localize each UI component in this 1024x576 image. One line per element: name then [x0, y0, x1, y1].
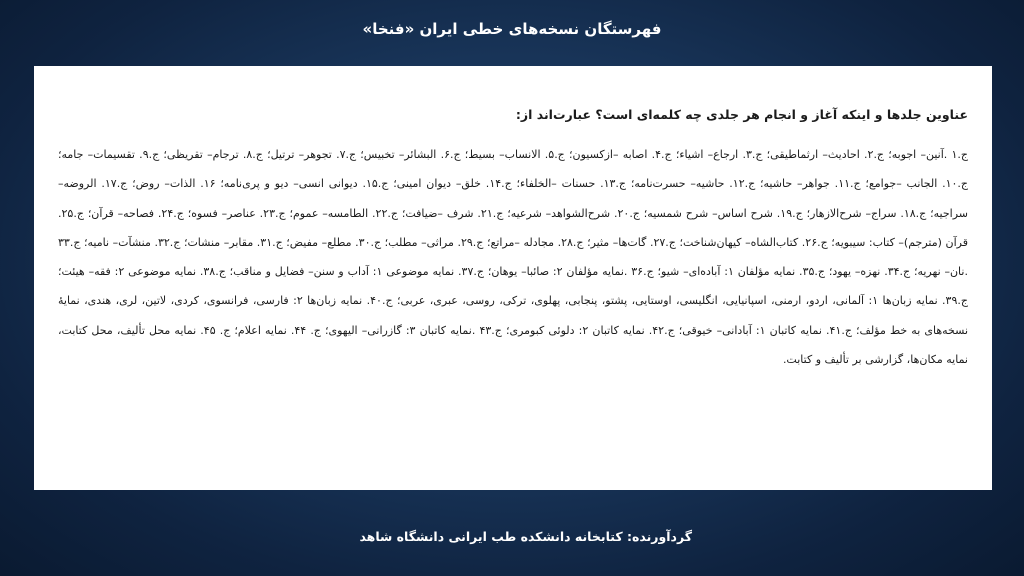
question-heading: عناوین جلدها و اینکه آغاز و انجام هر جلدی چه کلمه‌ای است؟ عبارت‌اند از: [515, 107, 968, 122]
content-panel [34, 66, 992, 490]
slide-title: فهرستگان نسخه‌های خطی ایران «فنخا» [362, 20, 662, 38]
volume-list-paragraph: ج.۱ .آنین– اجوبه؛ ج.۲. احادیث– ارثماطیقی؛ ج.۳. ارجاع– اشیاء؛ ج.۴. اصابه –ازکسیون؛ ج.۵. الانساب– بسیط؛ ج.۶. البشائر– تخبیس؛ ج.۷. تجوهر– ترتیل؛ ج.۸. ترجام– تقریظی؛ ج.۹. تقسیمات– جامه؛ ج.۱۰. الجانب –جوامع؛ ج.۱۱. جواهر– حاشیه؛ ج.۱۲. حاشیه– حسرت‌نامه؛ ج.۱۳. حسنات –الخلفاء؛ ج.۱۴. خلق– دیوان امینی؛ ج.۱۵. دیوانی انسی– دیو و پری‌نامه؛ ۱۶. الذات– روض؛ ج.۱۷. الروضه– سراجیه؛ ج.۱۸. سراج– شرح‌الازهار؛ ج.۱۹. شرح اساس– شرح شمسیه؛ ج.۲۰. شرح‌الشواهد– شرعیه؛ ج.۲۱. شرف –ضیافت؛ ج.۲۲. الطامسه– عموم؛ ج.۲۳. عناصر– فسوه؛ ج.۲۴. فصاحه– قرآن؛ ج.۲۵. قرآن (مترجم)– کتاب: سیبویه؛ ج.۲۶. کتاب‌الشاه– کیهان‌شناخت؛ ج.۲۷. گات‌ها– مثیر؛ ج.۲۸. مجادله –مراتع؛ ج.۲۹. مراثی– مطلب؛ ج.۳۰. مطلع– مفیض؛ ج.۳۱. مقابر– منشات؛ ج.۳۲. منشآت– نامیه؛ ج.۳۳ .نان– نهریه؛ ج.۳۴. نهزه– یهود؛ ج.۳۵. نمایه مؤلفان ۱: آباده‌ای– شیو؛ ج.۳۶ .نمایه مؤلفان ۲: صائبا– یوهان؛ ج.۳۷. نمایه موضوعی ۱: آداب و سنن– فضایل و مناقب؛ ج.۳۸. نمایه موضوعی ۲: فقه– هیئت؛ ج.۳۹. نمایه زبان‌ها ۱: آلمانی، اردو، ارمنی، اسپانیایی، انگلیسی، اوستایی، پشتو، پنجابی، پهلوی، ترکی، روسی، عبری، عربی؛ ج.۴۰. نمایه زبان‌ها ۲: فارسی، فرانسوی، کردی، لاتین، لری، هندی، نمایهٔ نسخه‌های به خط مؤلف؛ ج.۴۱. نمایه کاتبان ۱: آبادانی– خیوقی؛ ج.۴۲. نمایه کاتبان ۲: دلوئی کبومری؛ ج.۴۳ .نمایه کاتبان ۳: گازرانی– الیهوی؛ ج. ۴۴. نمایه اعلام؛ ج. ۴۵. نمایه محل تألیف، محل کتابت، نمایه مکان‌ها، گزارشی بر تألیف و کتابت. [58, 148, 969, 367]
compiler-credit: گردآورنده: کتابخانه دانشکده طب ایرانی دانشگاه شاهد [359, 529, 692, 544]
